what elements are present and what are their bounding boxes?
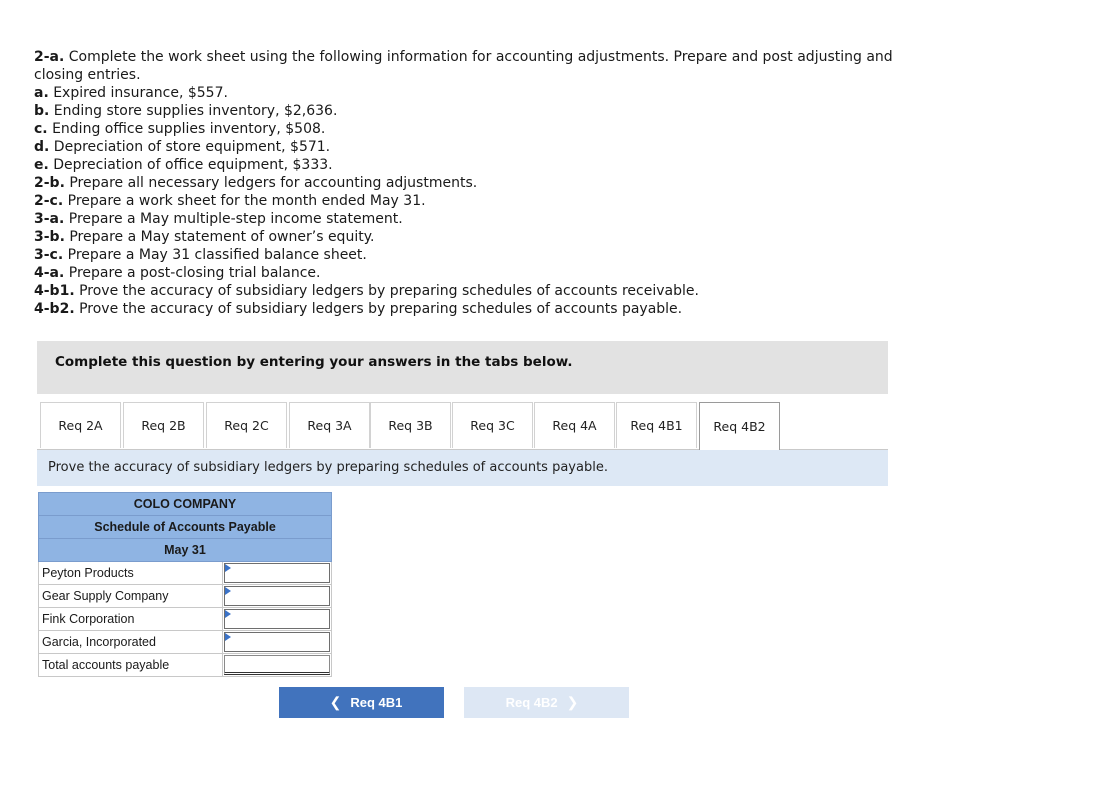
- total-amount-input[interactable]: [223, 654, 332, 677]
- tab-req-3c[interactable]: Req 3C: [452, 402, 533, 448]
- prev-tab-label: Req 4B1: [350, 695, 403, 710]
- instruction-line: e. Depreciation of office equipment, $333.: [34, 157, 333, 173]
- schedule-date: May 31: [39, 539, 332, 562]
- instruction-line: 3-a. Prepare a May multiple-step income statement.: [34, 211, 403, 227]
- row-label: Peyton Products: [39, 562, 223, 585]
- table-row: [39, 608, 332, 631]
- req-tabs: [40, 402, 888, 449]
- table-row: [39, 562, 332, 585]
- dropdown-marker-icon: [225, 633, 231, 641]
- next-tab-button[interactable]: [464, 687, 629, 718]
- amount-input[interactable]: [223, 631, 332, 654]
- dropdown-marker-icon: [225, 587, 231, 595]
- next-tab-label: Req 4B2: [505, 695, 558, 710]
- dropdown-marker-icon: [225, 610, 231, 618]
- schedule-of-accounts-payable: [38, 492, 332, 677]
- tab-req-2b[interactable]: Req 2B: [123, 402, 204, 448]
- tab-prompt: Prove the accuracy of subsidiary ledgers by preparing schedules of accounts payable.: [37, 450, 888, 486]
- company-name: COLO COMPANY: [39, 493, 332, 516]
- instruction-line: 3-b. Prepare a May statement of owner’s equity.: [34, 229, 375, 245]
- amount-input[interactable]: [223, 562, 332, 585]
- instruction-line: 4-b2. Prove the accuracy of subsidiary ledgers by preparing schedules of accounts payable.: [34, 301, 683, 317]
- row-label: Garcia, Incorporated: [39, 631, 223, 654]
- table-row: [39, 585, 332, 608]
- total-label: Total accounts payable: [39, 654, 223, 677]
- instruction-line: c. Ending office supplies inventory, $508.: [34, 121, 326, 137]
- dropdown-marker-icon: [225, 564, 231, 572]
- row-label: Fink Corporation: [39, 608, 223, 631]
- tab-req-3a[interactable]: Req 3A: [289, 402, 370, 448]
- amount-input[interactable]: [223, 585, 332, 608]
- table-row-total: [39, 654, 332, 677]
- instruction-line: d. Depreciation of store equipment, $571.: [34, 139, 331, 155]
- row-label: Gear Supply Company: [39, 585, 223, 608]
- tab-req-3b[interactable]: Req 3B: [370, 402, 451, 448]
- amount-input[interactable]: [223, 608, 332, 631]
- complete-question-banner: Complete this question by entering your answers in the tabs below.: [37, 341, 888, 394]
- instruction-line: 2-b. Prepare all necessary ledgers for accounting adjustments.: [34, 175, 478, 191]
- tab-req-4b2[interactable]: Req 4B2: [699, 402, 780, 450]
- tab-req-4a[interactable]: Req 4A: [534, 402, 615, 448]
- instruction-line: b. Ending store supplies inventory, $2,636.: [34, 103, 338, 119]
- chevron-right-icon: ❯: [566, 694, 579, 710]
- tab-req-4b1[interactable]: Req 4B1: [616, 402, 697, 448]
- tab-req-2a[interactable]: Req 2A: [40, 402, 121, 448]
- instruction-line: a. Expired insurance, $557.: [34, 85, 228, 101]
- prev-tab-button[interactable]: [279, 687, 444, 718]
- instruction-line: 3-c. Prepare a May 31 classified balance sheet.: [34, 247, 367, 263]
- tab-req-2c[interactable]: Req 2C: [206, 402, 287, 448]
- instruction-line: 2-c. Prepare a work sheet for the month ended May 31.: [34, 193, 426, 209]
- instructions: [34, 48, 944, 318]
- schedule-title: Schedule of Accounts Payable: [39, 516, 332, 539]
- instruction-line: 4-b1. Prove the accuracy of subsidiary ledgers by preparing schedules of accounts receivable.: [34, 283, 699, 299]
- table-row: [39, 631, 332, 654]
- instruction-line: 4-a. Prepare a post-closing trial balance.: [34, 265, 321, 281]
- instruction-line: 2-a. Complete the work sheet using the following information for accounting adjustments. Prepare and post adjusting and closing entries.: [34, 49, 893, 83]
- chevron-left-icon: ❮: [329, 694, 342, 710]
